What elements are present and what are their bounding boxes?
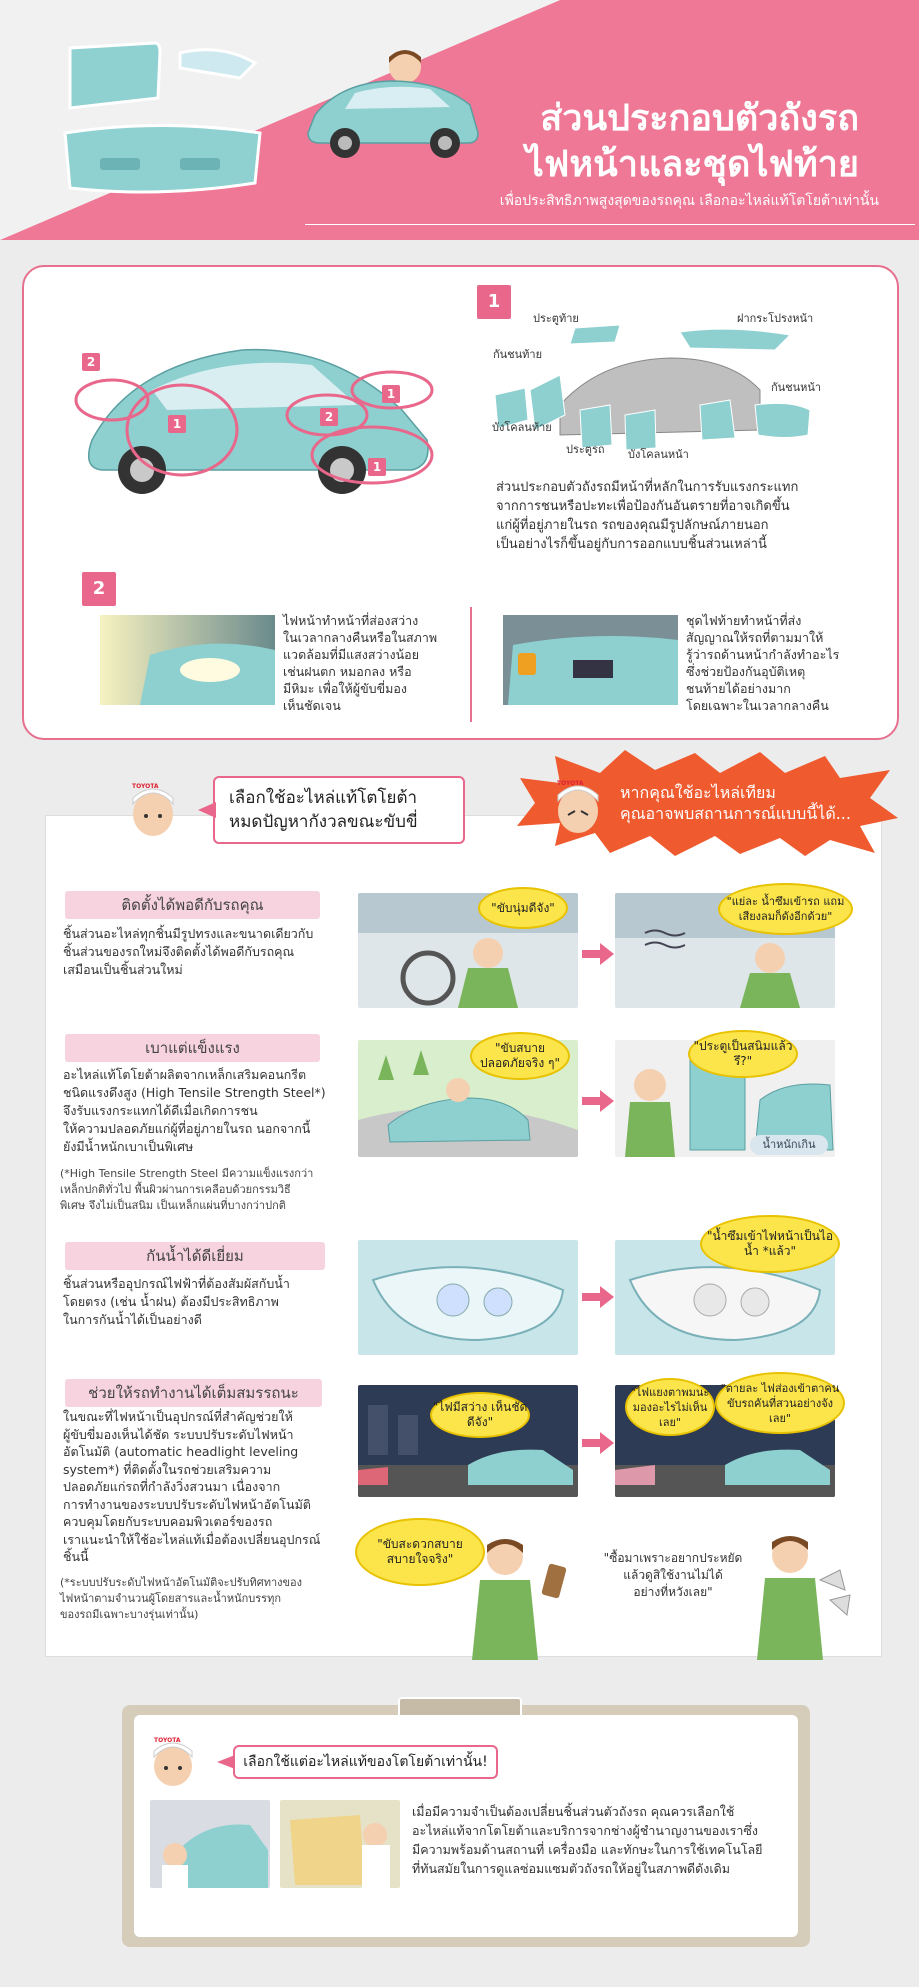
happy-man-illustration bbox=[460, 1535, 570, 1660]
item4-bad-bubble1: "ไฟแยงตาพมนะ มองอะไรไม่เห็นเลย" bbox=[625, 1378, 715, 1436]
genuine-callout-tail bbox=[198, 802, 216, 818]
car-badge-headlight: 2 bbox=[320, 408, 338, 426]
car-parts-diagram bbox=[72, 320, 452, 495]
headlight-photo bbox=[100, 615, 275, 705]
section2-divider bbox=[470, 607, 472, 722]
item4-good-bubble: "ไฟมีสว่าง เห็นชัดดีจัง" bbox=[430, 1392, 530, 1438]
item2-bad-bubble: "ประตูเป็นสนิมแล้วรึ?" bbox=[688, 1030, 798, 1078]
label-rear-fender: บังโคลนท้าย bbox=[492, 421, 552, 434]
footer-cap-label: TOYOTA bbox=[154, 1737, 181, 1744]
mechanic-photo-2 bbox=[280, 1800, 400, 1888]
page-title bbox=[526, 96, 859, 188]
body-parts-illustration bbox=[60, 38, 270, 203]
item1-good-bubble: "ขับนุ่มดีจัง" bbox=[478, 887, 568, 929]
label-front-fender: บังโคลนหน้า bbox=[628, 448, 689, 461]
final-good-bubble: "ขับสะดวกสบาย สบายใจจริง" bbox=[355, 1518, 485, 1586]
item2-body: อะไหล่แท้โตโยต้าผลิตจากเหล็กเสริมคอนกรีต ชนิดแรงดึงสูง (High Tensile Strength Steel*) จึงรับแรงกระแทกได้ดีเมื่อเกิดการชน ให้ความปลอดภัยแก่ผู้ที่อยู่ภายในรถ นอกจากนี้ ยังมีน้ำหนักเบาเป็นพิเศษ bbox=[63, 1067, 326, 1154]
genuine-cap-label: TOYOTA bbox=[132, 783, 159, 790]
label-rear-door: ประตูท้าย bbox=[533, 312, 579, 325]
arrow-icon bbox=[582, 1432, 614, 1454]
car-badge-door: 1 bbox=[168, 415, 186, 433]
arrow-icon bbox=[582, 1286, 614, 1308]
section-badge-1: 1 bbox=[477, 285, 511, 319]
taillight-description: ชุดไฟท้ายทำหน้าที่ส่ง สัญญาณให้รถที่ตามมาให้ รู้ว่ารถด้านหน้ากำลังทำอะไร ซึ่งช่วยป้องกันอุบัติเหตุ ชนท้ายได้อย่างมาก โดยเฉพาะในเวลากลางคืน bbox=[686, 613, 840, 713]
item1-heading: ติดตั้งได้พอดีกับรถคุณ bbox=[65, 891, 320, 919]
taillight-photo bbox=[503, 615, 678, 705]
label-hood: ฝากระโปรงหน้า bbox=[737, 312, 814, 325]
fake-cap-label: TOYOTA bbox=[557, 780, 584, 787]
footer-callout: เลือกใช้แต่อะไหล่แท้ของโตโยต้าเท่านั้น! bbox=[233, 1745, 498, 1779]
page-title-line1: ส่วนประกอบตัวถังรถ bbox=[540, 98, 859, 139]
header-car-illustration bbox=[300, 45, 485, 165]
overweight-tag: น้ำหนักเกิน bbox=[750, 1135, 828, 1155]
fake-callout: หากคุณใช้อะไหล่เทียม คุณอาจพบสถานการณ์แบบนี้ได้... bbox=[620, 783, 851, 823]
label-door: ประตูรถ bbox=[566, 443, 605, 456]
item4-heading: ช่วยให้รถทำงานได้เต็มสมรรถนะ bbox=[65, 1379, 322, 1407]
body-parts-description: ส่วนประกอบตัวถังรถมีหน้าที่หลักในการรับแรงกระแทก จากการชนหรือปะทะเพื่อป้องกันอันตรายที่อาจเกิดขึ้น แก่ผู้ที่อยู่ภายในรถ รถของคุณมีรูปลักษณ์ภายนอก เป็นอย่างไรก็ขึ้นอยู่กับการออกแบบชิ้นส่วนเหล่านี้ bbox=[496, 480, 799, 552]
headlight-description: ไฟหน้าทำหน้าที่ส่องสว่าง ในเวลากลางคืนหรือในสภาพ แวดล้อมที่มีแสงสว่างน้อย เช่นฝนตก หมอกลง หรือ มีหิมะ เพื่อให้ผู้ขับขี่มอง เห็นชัดเจน bbox=[283, 613, 438, 713]
footer-callout-tail bbox=[217, 1755, 235, 1769]
item3-heading: กันน้ำได้ดีเยี่ยม bbox=[65, 1242, 325, 1270]
item3-bad-bubble: "น้ำซึมเข้าไฟหน้าเป็นไอน้ำ *แล้ว" bbox=[700, 1215, 840, 1273]
arrow-icon bbox=[582, 1090, 614, 1112]
genuine-callout: เลือกใช้อะไหล่แท้โตโยต้า หมดปัญหากังวลขณะขับขี่ bbox=[213, 776, 465, 844]
label-rear-bumper: กันชนท้าย bbox=[493, 348, 543, 361]
car-badge-front-bumper: 1 bbox=[368, 458, 386, 476]
item2-note: (*High Tensile Strength Steel มีความแข็งแรงกว่า เหล็กปกติทั่วไป พื้นผิวผ่านการเคลือบด้วยกรรมวิธี พิเศษ จึงไม่เป็นสนิม เป็นเหล็กแผ่นที่บางกว่าปกติ bbox=[60, 1167, 314, 1212]
item3-body: ชิ้นส่วนหรืออุปกรณ์ไฟฟ้าที่ต้องสัมผัสกับน้ำ โดยตรง (เช่น น้ำฝน) ต้องมีประสิทธิภาพ ในการกันน้ำได้เป็นอย่างดี bbox=[63, 1276, 290, 1327]
footer-body: เมื่อมีความจำเป็นต้องเปลี่ยนชิ้นส่วนตัวถังรถ คุณควรเลือกใช้ อะไหล่แท้จากโตโยต้าและบริการจากช่างผู้ชำนาญงานของเราซึ่ง มีความพร้อมด้านสถานที่ เครื่องมือ และทักษะในการใช้เทคโนโลยี ที่ทันสมัยในการดูแลซ่อมแซมตัวถังรถให้อยู่ในสภาพดีดังเดิม bbox=[412, 1804, 763, 1876]
header-banner bbox=[0, 0, 919, 240]
mechanic-photo-1 bbox=[150, 1800, 270, 1888]
page-subtitle: เพื่อประสิทธิภาพสูงสุดของรถคุณ เลือกอะไหล่แท้โตโยต้าเท่านั้น bbox=[499, 193, 879, 209]
item1-bad-bubble: "แย่ละ น้ำซึมเข้ารถ แถมเสียงลมก็ดังอีกด้วย" bbox=[718, 883, 853, 935]
item3-good-headlight bbox=[358, 1240, 578, 1355]
header-rule bbox=[305, 224, 915, 225]
item2-good-bubble: "ขับสบาย ปลอดภัยจริง ๆ" bbox=[470, 1032, 570, 1080]
sad-man-illustration bbox=[745, 1530, 855, 1660]
item4-note: (*ระบบปรับระดับไฟหน้าอัตโนมัติจะปรับทิศทางของ ไฟหน้าตามจำนวนผู้โดยสารและน้ำหนักบรรทุก ของรถมีเฉพาะบางรุ่นเท่านั้น) bbox=[60, 1576, 302, 1621]
car-badge-hood: 1 bbox=[382, 385, 400, 403]
label-front-bumper: กันชนหน้า bbox=[771, 381, 822, 394]
arrow-icon bbox=[582, 943, 614, 965]
page-title-line2: ไฟหน้าและชุดไฟท้าย bbox=[525, 144, 859, 185]
item2-heading: เบาแต่แข็งแรง bbox=[65, 1034, 320, 1062]
section-badge-2: 2 bbox=[82, 572, 116, 606]
item4-bad-bubble2: "ตายละ ไฟส่องเข้าตาคนขับรถคันที่สวนอย่างจังเลย" bbox=[715, 1372, 845, 1434]
final-bad-caption: "ซื้อมาเพราะอยากประหยัด แล้วดูสิใช้งานไม่ได้ อย่างที่หวังเลย" bbox=[603, 1551, 743, 1599]
item1-body: ชิ้นส่วนอะไหล่ทุกชิ้นมีรูปทรงและขนาดเดียวกับ ชิ้นส่วนของรถใหม่จึงติดตั้งได้พอดีกับรถคุณ เสมือนเป็นชิ้นส่วนใหม่ bbox=[63, 926, 314, 977]
car-badge-rear-light: 2 bbox=[82, 353, 100, 371]
item4-body: ในขณะที่ไฟหน้าเป็นอุปกรณ์ที่สำคัญช่วยให้ ผู้ขับขี่มองเห็นได้ชัด ระบบปรับระดับไฟหน้า อัตโนมัติ (automatic headlight leveling system*) ที่ติดตั้งในรถช่วยเสริมความ ปลอดภัยแก่รถที่กำลังวิ่งสวนมา เนื่องจาก การทำงานของระบบปรับระดับไฟหน้าอัตโนมัติ ควบคุมโดยกับระบบคอมพิวเตอร์ของรถ เราแนะนำให้ใช้อะไหล่แท้เมื่อต้องเปลี่ยนอุปกรณ์ ชิ้นนี้ bbox=[63, 1409, 321, 1564]
